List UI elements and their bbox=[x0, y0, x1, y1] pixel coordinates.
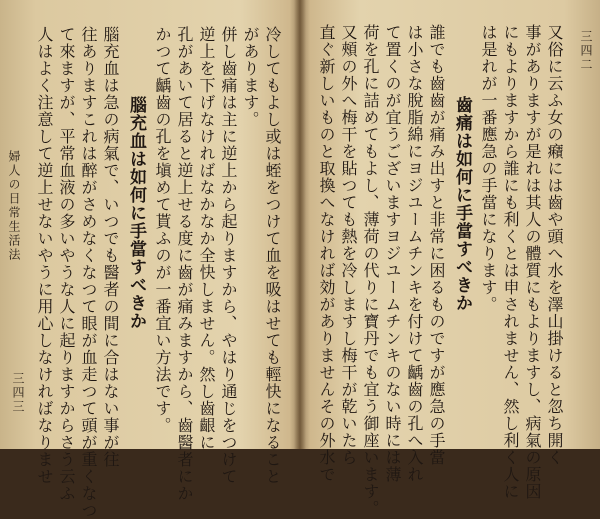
text-line: 冷してもよし或は蛭をつけて血を吸はせても輕快になること bbox=[263, 26, 282, 485]
section-heading: 腦充血は如何に手當すべきか bbox=[126, 96, 146, 330]
text-line: にもよりますから誰にも利くとは申されません、然し利く人に bbox=[501, 24, 520, 500]
text-line: 荷を孔に詰めてもよし、薄荷の代りに寶丹でも宜う御座います。 bbox=[361, 24, 380, 517]
left-page-number: 三四三 bbox=[11, 372, 25, 414]
text-line: 又頰の外へ梅干を貼つても熱を冷しますし梅干が乾いたら bbox=[339, 24, 358, 466]
text-line: 逆上を下げなければなかなか全快しません。然し齒齦に bbox=[197, 26, 216, 451]
text-line: て置くのが宜うございますヨジユームチンキのない時には薄 bbox=[383, 24, 402, 483]
text-line: 人はよく注意して逆上せないやうに用心しなければなりませ bbox=[35, 26, 54, 485]
text-line: 事がありますが是れは其人の體質にもよりますし、病氣の原因 bbox=[523, 24, 542, 500]
text-line: て來ますが、平常血液の多いやうな人に起りますからさう云ふ bbox=[57, 26, 76, 502]
right-page bbox=[300, 0, 600, 517]
right-page-number: 三四二 bbox=[579, 30, 593, 72]
text-line: 又俗に云ふ女の癪には齒や頭へ水を澤山掛けると忽ち開く bbox=[545, 24, 564, 466]
section-heading: 齒痛は如何に手當すべきか bbox=[452, 96, 472, 312]
text-line: かつて齲齒の孔を塡めて貰ふのが一番宜い方法です。 bbox=[153, 26, 172, 434]
text-line: は小さな脫脂綿にヨジユームチンキを付けて齲齒の孔へ入れ bbox=[405, 24, 424, 483]
text-line: 孔があいて居ると逆上せる度に齒が痛みますから、齒醫者にか bbox=[175, 26, 194, 502]
text-line: 併し齒痛は主に逆上から起りますから、やはり通じをつけて bbox=[219, 26, 238, 485]
text-line: 往ありますこれは醉がさめなくなつて眼が血走つて頭が重くなつ bbox=[79, 26, 98, 519]
running-title: 婦人の日常生活法 bbox=[7, 150, 21, 262]
text-line: 直ぐ新しいものと取換へなければ効がありませんその外水で bbox=[317, 24, 336, 483]
text-line: は是れが一番應急の手當になります。 bbox=[479, 24, 498, 313]
text-line: 誰でも齒齒が痛み出すと非常に困るものですが應急の手當 bbox=[427, 24, 446, 466]
text-line: 腦充血は急の病氣で、いつでも醫者の間に合はない事が往 bbox=[101, 26, 120, 468]
text-line: があります。 bbox=[241, 26, 260, 128]
